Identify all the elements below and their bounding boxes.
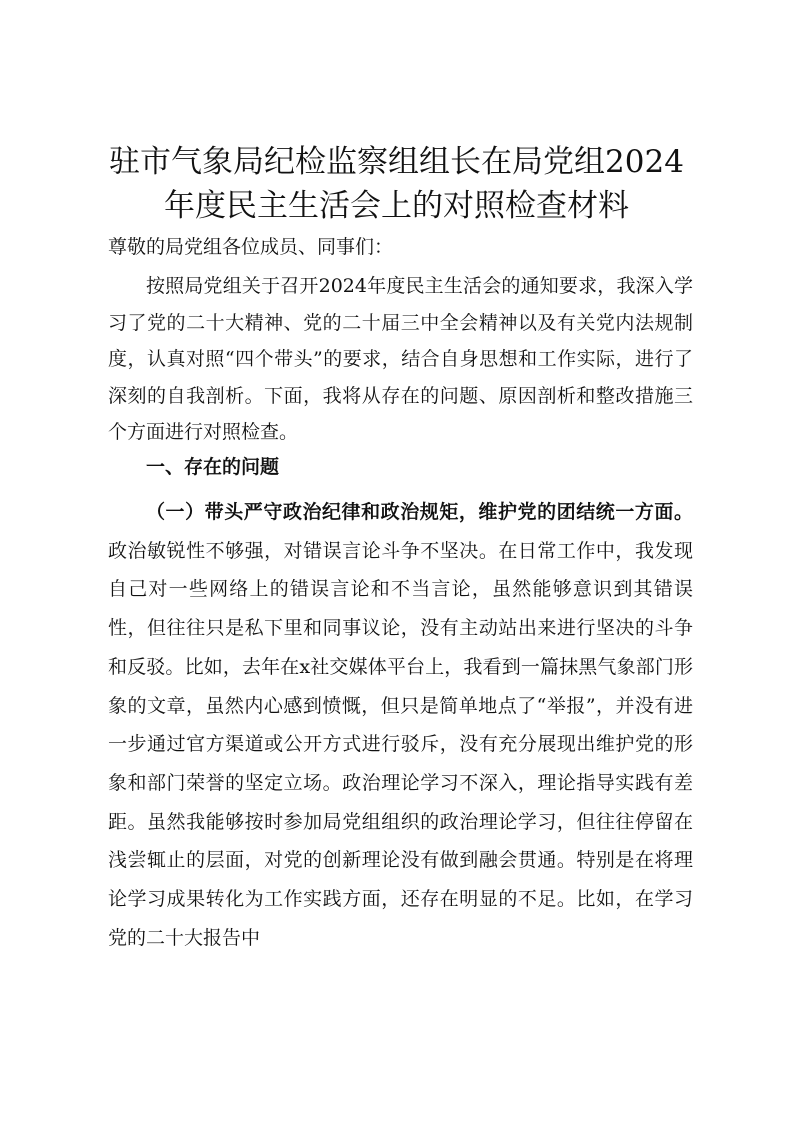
document-title: 驻市气象局纪检监察组组长在局党组2024年度民主生活会上的对照检查材料 [109, 144, 684, 224]
paragraph-political-discipline [108, 493, 693, 957]
paragraph-body: 政治敏锐性不够强，对错误言论斗争不坚决。在日常工作中，我发现自己对一些网络上的错误言论和不当言论，虽然能够意识到其错误性，但往往只是私下里和同事议论，没有主动站出来进行坚决的斗争和反驳。比如，去年在x社交媒体平台上，我看到一篇抹黑气象部门形象的文章，虽然内心感到愤慨，但只是简单地点了“举报”，并没有进一步通过官方渠道或公开方式进行驳斥，没有充分展现出维护党的形象和部门荣誉的坚定立场。政治理论学习不深入，理论指导实践有差距。虽然我能够按时参加局党组组织的政治理论学习，但往往停留在浅尝辄止的层面，对党的创新理论没有做到融会贯通。特别是在将理论学习成果转化为工作实践方面，还存在明显的不足。比如，在学习党的二十大报告中 [108, 539, 693, 949]
section-heading-problems: 一、存在的问题 [146, 456, 280, 478]
intro-paragraph: 按照局党组关于召开2024年度民主生活会的通知要求，我深入学习了党的二十大精神、党的二十届三中全会精神以及有关党内法规制度，认真对照“四个带头”的要求，结合自身思想和工作实际，进行了深刻的自我剖析。下面，我将从存在的问题、原因剖析和整改措施三个方面进行对照检查。 [108, 275, 693, 444]
paragraph-lead: （一）带头严守政治纪律和政治规矩，维护党的团结统一方面。 [146, 501, 693, 523]
salutation: 尊敬的局党组各位成员、同事们： [108, 236, 394, 258]
